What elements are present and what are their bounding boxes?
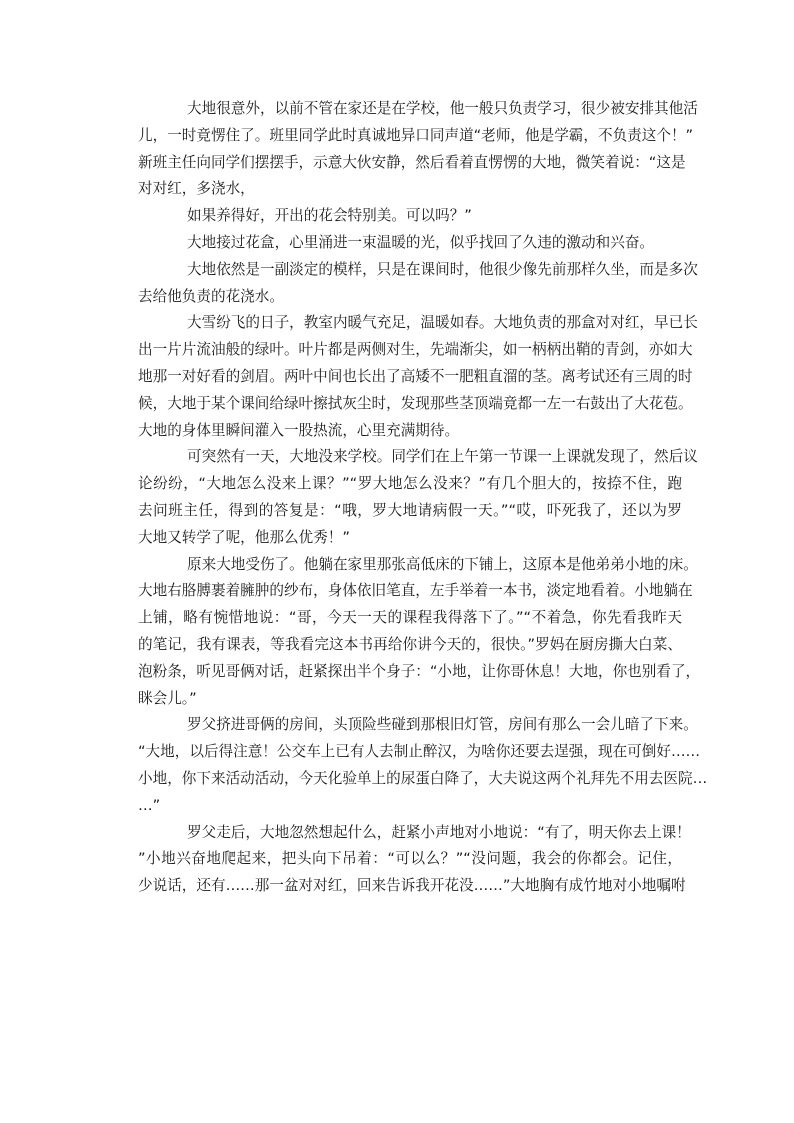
paragraph-line: 大地接过花盒，心里涌进一束温暖的光，似乎找回了久违的激动和兴奋。 — [187, 233, 655, 251]
paragraph-line: 去给他负责的花浇水。 — [138, 287, 284, 305]
paragraph-line: 上铺，略有惋惜地说：“哥，今天一天的课程我得落下了。”“不着急，你先看我昨天 — [138, 609, 682, 627]
paragraph-line: 出一片片流油般的绿叶。叶片都是两侧对生，先端渐尖，如一柄柄出鞘的青剑，亦如大 — [138, 341, 693, 359]
paragraph-line: 的笔记，我有课表，等我看完这本书再给你讲今天的，很快。”罗妈在厨房撕大白菜、 — [138, 635, 682, 653]
paragraph-line: 罗父挤进哥俩的房间，头顶险些碰到那根旧灯管，房间有那么一会儿暗了下来。 — [187, 716, 698, 734]
paragraph-line: 原来大地受伤了。他躺在家里那张高低床的下铺上，这原本是他弟弟小地的床。 — [187, 555, 698, 573]
paragraph-line: 去问班主任，得到的答复是：“哦，罗大地请病假一天。”“哎，吓死我了，还以为罗 — [138, 501, 682, 519]
paragraph-line: 新班主任向同学们摆摆手，示意大伙安静，然后看着直愣愣的大地，微笑着说：“这是 — [138, 153, 686, 171]
paragraph-line: …” — [138, 796, 161, 814]
paragraph-line: 对对红，多浇水， — [138, 180, 255, 198]
paragraph-line: 罗父走后，大地忽然想起什么，赶紧小声地对小地说：“有了，明天你去上课！ — [187, 823, 691, 841]
paragraph-line: 候，大地于某个课间给绿叶擦拭灰尘时，发现那些茎顶端竟都一左一右鼓出了大花苞。 — [138, 394, 693, 412]
paragraph-line: 小地，你下来活动活动，今天化验单上的尿蛋白降了，大夫说这两个礼拜先不用去医院… — [138, 769, 708, 787]
paragraph-line: 可突然有一天，大地没来学校。同学们在上午第一节课一上课就发现了，然后议 — [187, 448, 698, 466]
paragraph-line: 大地的身体里瞬间灌入一股热流，心里充满期待。 — [138, 421, 460, 439]
paragraph-line: 泡粉条，听见哥俩对话，赶紧探出半个身子：“小地，让你哥休息！大地，你也别看了， — [138, 662, 701, 680]
paragraph-line: ”小地兴奋地爬起来，把头向下吊着：“可以么？”“没问题，我会的你都会。记住， — [138, 850, 682, 868]
paragraph-line: 如果养得好，开出的花会特别美。可以吗？” — [187, 207, 472, 225]
paragraph-line: 论纷纷，“大地怎么没来上课？”“罗大地怎么没来？”有几个胆大的，按捺不住，跑 — [138, 475, 682, 493]
paragraph-line: 眯会儿。” — [138, 689, 197, 707]
paragraph-line: 少说话，还有……那一盆对对红，回来告诉我开花没……”大地胸有成竹地对小地嘱咐 — [138, 877, 686, 895]
paragraph-line: 地那一对好看的剑眉。两叶中间也长出了高矮不一肥粗直溜的茎。离考试还有三周的时 — [138, 367, 693, 385]
story-text — [138, 96, 708, 900]
paragraph-line: 大地右胳膊裹着臃肿的纱布，身体依旧笔直，左手举着一本书，淡定地看着。小地躺在 — [138, 582, 693, 600]
paragraph-line: 大地又转学了呢，他那么优秀！” — [138, 528, 350, 546]
paragraph-line: 大雪纷飞的日子，教室内暖气充足，温暖如春。大地负责的那盒对对红，早已长 — [187, 314, 698, 332]
paragraph-line: “大地，以后得注意！公交车上已有人去制止醉汉，为啥你还要去逞强，现在可倒好…… — [138, 743, 701, 761]
paragraph-line: 儿，一时竟愣住了。班里同学此时真诚地异口同声道“老师，他是学霸，不负责这个！” — [138, 126, 694, 144]
paragraph-line: 大地很意外，以前不管在家还是在学校，他一般只负责学习，很少被安排其他活 — [187, 100, 698, 117]
paragraph-line: 大地依然是一副淡定的模样，只是在课间时，他很少像先前那样久坐，而是多次 — [187, 260, 698, 278]
